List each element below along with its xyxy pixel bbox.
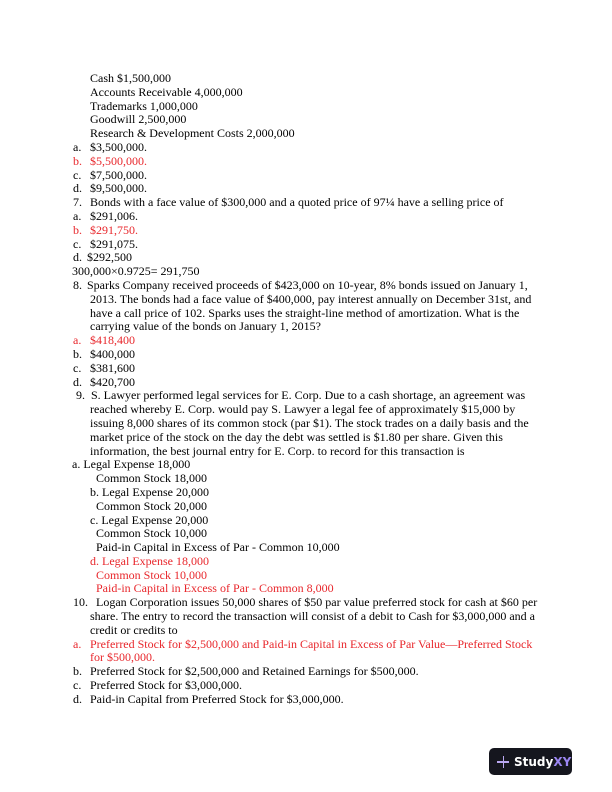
item-label: a. [73, 139, 82, 154]
item-text: $291,006. [90, 208, 138, 223]
item-text: Trademarks 1,000,000 [90, 98, 198, 113]
text-line [0, 210, 612, 224]
text-line [0, 431, 612, 445]
text-line [0, 362, 612, 376]
item-text: Preferred Stock for $2,500,000 and Paid-in Capital in Excess of Par Value—Preferred Stock [90, 636, 533, 651]
text-line [0, 307, 612, 321]
item-text: $5,500,000. [90, 153, 147, 168]
item-label: c. [73, 236, 82, 251]
text-line [0, 293, 612, 307]
text-line [0, 527, 612, 541]
text-line [0, 596, 612, 610]
item-label: a. [73, 333, 82, 348]
item-text: $420,700 [90, 374, 135, 389]
item-text: Paid-in Capital from Preferred Stock for $3,000,000. [90, 691, 344, 706]
text-line [0, 665, 612, 679]
item-text: share. The entry to record the transaction will consist of a debit to Cash for $3,000,000 and a [90, 609, 535, 624]
item-text: carrying value of the bonds on January 1, 2015? [90, 319, 321, 334]
correct-answer-line [0, 638, 612, 652]
text-line [0, 376, 612, 390]
item-label: b. [73, 222, 82, 237]
item-text: have a call price of 102. Sparks uses the straight-line method of amortization. What is the [90, 305, 520, 320]
item-label: d. [73, 374, 82, 389]
item-label: d. [73, 250, 82, 265]
item-text: Paid-in Capital in Excess of Par - Common 10,000 [96, 540, 340, 555]
item-text: 2013. The bonds had a face value of $400,000, pay interest annually on December 31st, and [90, 291, 532, 306]
item-text: $418,400 [90, 333, 135, 348]
text-line [0, 693, 612, 707]
item-label: b. [73, 664, 82, 679]
item-label: c. [73, 360, 82, 375]
item-label: d. [73, 691, 82, 706]
correct-answer-line [0, 582, 612, 596]
text-line [0, 500, 612, 514]
item-label: 7. [73, 195, 82, 210]
correct-answer-line [0, 569, 612, 583]
item-text: Common Stock 10,000 [96, 526, 208, 541]
item-label: b. [73, 153, 82, 168]
item-text: $291,750. [90, 222, 138, 237]
text-line [0, 251, 612, 265]
text-line [0, 127, 612, 141]
item-text: Research & Development Costs 2,000,000 [90, 126, 295, 141]
text-line [0, 72, 612, 86]
item-text: Paid-in Capital in Excess of Par - Common 8,000 [96, 581, 334, 596]
text-line [0, 458, 612, 472]
item-text: c. Legal Expense 20,000 [90, 512, 209, 527]
item-text: $3,500,000. [90, 139, 147, 154]
item-text: reached whereby E. Corp. would pay S. Lawyer a legal fee of approximately $15,000 by [90, 402, 516, 417]
text-line [0, 417, 612, 431]
text-line [0, 279, 612, 293]
item-text: Bonds with a face value of $300,000 and a quoted price of 97¼ have a selling price of [90, 195, 504, 210]
item-label: 8. [73, 277, 82, 292]
item-label: 9. [76, 388, 85, 403]
text-line [0, 348, 612, 362]
text-line [0, 679, 612, 693]
text-line [0, 389, 612, 403]
item-text: a. Legal Expense 18,000 [72, 457, 191, 472]
item-text: $400,000 [90, 346, 135, 361]
text-line [0, 445, 612, 459]
item-text: $292,500 [87, 250, 132, 265]
item-text: $9,500,000. [90, 181, 147, 196]
item-text: Common Stock 10,000 [96, 567, 208, 582]
item-text: for $500,000. [90, 650, 155, 665]
item-text: Common Stock 20,000 [96, 498, 208, 513]
text-line [0, 169, 612, 183]
item-text: $7,500,000. [90, 167, 147, 182]
text-line [0, 86, 612, 100]
item-text: Preferred Stock for $3,000,000. [90, 678, 242, 693]
text-line [0, 403, 612, 417]
text-line [0, 624, 612, 638]
item-label: 10. [73, 595, 88, 610]
studyxy-logo[interactable] [489, 748, 572, 775]
logo-suffix: XY [553, 754, 572, 769]
item-text: d. Legal Expense 18,000 [90, 553, 209, 568]
item-text: credit or credits to [90, 622, 178, 637]
text-line [0, 238, 612, 252]
plus-icon [497, 756, 509, 768]
item-label: c. [73, 678, 82, 693]
item-text: Preferred Stock for $2,500,000 and Retained Earnings for $500,000. [90, 664, 419, 679]
item-text: Logan Corporation issues 50,000 shares of $50 par value preferred stock for cash at $60 per [96, 595, 538, 610]
item-text: Goodwill 2,500,000 [90, 112, 187, 127]
text-line [0, 141, 612, 155]
item-text: Common Stock 18,000 [96, 471, 208, 486]
text-line [0, 514, 612, 528]
item-text: $381,600 [90, 360, 135, 375]
item-text: Accounts Receivable 4,000,000 [90, 84, 243, 99]
correct-answer-line [0, 651, 612, 665]
correct-answer-line [0, 555, 612, 569]
text-line [0, 265, 612, 279]
item-text: $291,075. [90, 236, 138, 251]
logo-prefix: Study [514, 754, 554, 769]
item-text: issuing 8,000 shares of its common stock (par $1). The stock trades on a daily basis and the [90, 415, 529, 430]
text-line [0, 182, 612, 196]
item-text: 300,000×0.9725= 291,750 [72, 264, 200, 279]
item-text: b. Legal Expense 20,000 [90, 484, 209, 499]
text-line [0, 113, 612, 127]
logo-text [514, 755, 571, 769]
item-text: information, the best journal entry for E. Corp. to record for this transaction is [90, 443, 465, 458]
item-text: market price of the stock on the day the debt was settled is $1.80 per share. Given this [90, 429, 503, 444]
text-line [0, 320, 612, 334]
item-label: a. [73, 208, 82, 223]
text-line [0, 100, 612, 114]
correct-answer-line [0, 155, 612, 169]
item-text: Cash $1,500,000 [90, 71, 171, 85]
item-text: S. Lawyer performed legal services for E. Corp. Due to a cash shortage, an agreement was [91, 388, 526, 403]
correct-answer-line [0, 224, 612, 238]
text-line [0, 486, 612, 500]
text-line [0, 196, 612, 210]
item-text: Sparks Company received proceeds of $423,000 on 10-year, 8% bonds issued on January 1, [87, 277, 528, 292]
item-label: a. [73, 636, 82, 651]
text-line [0, 610, 612, 624]
document-body [0, 72, 612, 707]
item-label: b. [73, 346, 82, 361]
item-label: d. [73, 181, 82, 196]
item-label: c. [73, 167, 82, 182]
correct-answer-line [0, 334, 612, 348]
text-line [0, 472, 612, 486]
text-line [0, 541, 612, 555]
